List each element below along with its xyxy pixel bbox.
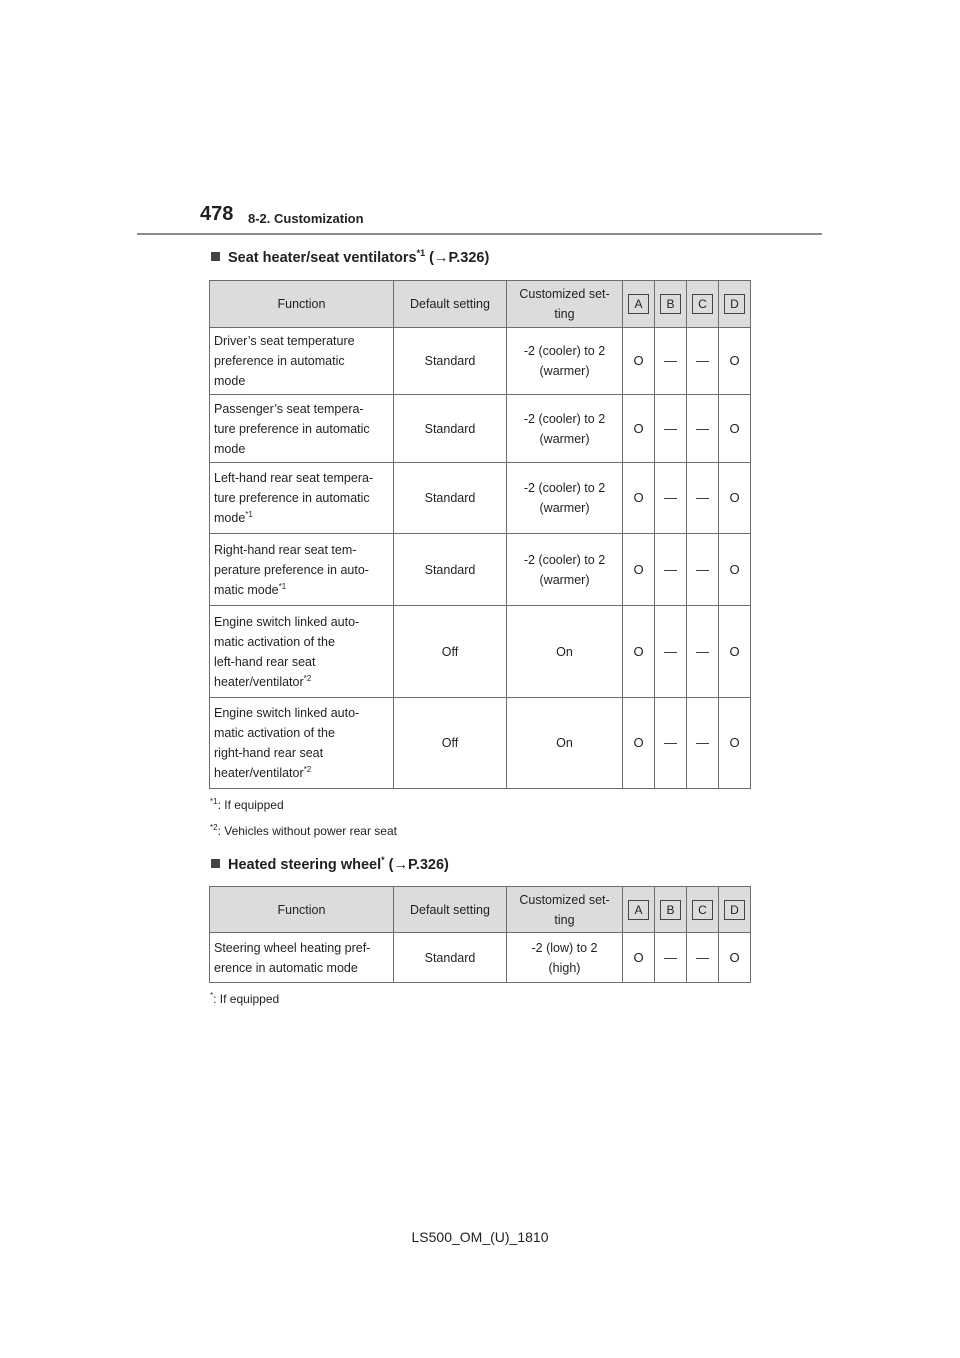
function-cell: Right-hand rear seat tem- perature preference in auto- matic mode$^{*1}$ — [210, 534, 394, 606]
col-customized: Customized set- ting — [507, 281, 623, 328]
method-a-cell: O — [623, 328, 655, 395]
table-row — [210, 698, 751, 789]
letter-a-box: A — [628, 900, 649, 920]
default-setting-cell: Off — [394, 698, 507, 789]
method-c-cell: — — [687, 534, 719, 606]
col-a — [623, 887, 655, 933]
letter-c-box: C — [692, 294, 713, 314]
letter-c-box: C — [692, 900, 713, 920]
default-setting-cell: Standard — [394, 463, 507, 534]
method-a-cell: O — [623, 463, 655, 534]
method-c-cell: — — [687, 463, 719, 534]
function-cell: Left-hand rear seat tempera- ture preference in automatic mode$^{*1}$ — [210, 463, 394, 534]
section-title: 8-2. Customization — [248, 211, 364, 226]
table-row — [210, 933, 751, 983]
document-code: LS500_OM_(U)_1810 — [411, 1229, 549, 1245]
default-setting-cell: Standard — [394, 933, 507, 983]
page-number: 478 — [200, 203, 234, 225]
page-header — [200, 203, 822, 233]
square-bullet-icon — [211, 859, 220, 868]
method-d-cell: O — [719, 395, 751, 463]
letter-a-box: A — [628, 294, 649, 314]
method-c-cell: — — [687, 395, 719, 463]
method-b-cell: — — [655, 698, 687, 789]
letter-b-box: B — [660, 900, 681, 920]
customized-setting-cell: -2 (cooler) to 2 (warmer) — [507, 328, 623, 395]
col-default: Default setting — [394, 281, 507, 328]
letter-b-box: B — [660, 294, 681, 314]
table-header-row — [210, 281, 751, 328]
default-setting-cell: Standard — [394, 534, 507, 606]
col-c — [687, 281, 719, 328]
method-b-cell: — — [655, 606, 687, 698]
method-a-cell: O — [623, 606, 655, 698]
square-bullet-icon — [211, 252, 220, 261]
method-d-cell: O — [719, 606, 751, 698]
function-cell: Passenger’s seat tempera- ture preference in automatic mode — [210, 395, 394, 463]
method-d-cell: O — [719, 463, 751, 534]
steering-wheel-table — [209, 886, 751, 983]
col-b — [655, 887, 687, 933]
method-a-cell: O — [623, 933, 655, 983]
function-cell: Driver’s seat temperature preference in automatic mode — [210, 328, 394, 395]
method-a-cell: O — [623, 534, 655, 606]
method-d-cell: O — [719, 933, 751, 983]
method-b-cell: — — [655, 463, 687, 534]
customized-setting-cell: -2 (low) to 2 (high) — [507, 933, 623, 983]
letter-d-box: D — [724, 900, 745, 920]
method-d-cell: O — [719, 328, 751, 395]
col-default: Default setting — [394, 887, 507, 933]
customized-setting-cell: On — [507, 698, 623, 789]
method-b-cell: — — [655, 534, 687, 606]
header-rule — [137, 233, 822, 235]
col-customized: Customized set- ting — [507, 887, 623, 933]
customized-setting-cell: -2 (cooler) to 2 (warmer) — [507, 534, 623, 606]
col-function: Function — [210, 887, 394, 933]
footnote-3: *: If equipped — [210, 991, 280, 1006]
col-d — [719, 887, 751, 933]
method-d-cell: O — [719, 698, 751, 789]
table-row — [210, 395, 751, 463]
function-cell: Engine switch linked auto- matic activation of the left-hand rear seat heater/ventilator$^{*2}$ — [210, 606, 394, 698]
default-setting-cell: Standard — [394, 395, 507, 463]
customized-setting-cell: On — [507, 606, 623, 698]
table-row — [210, 534, 751, 606]
page-reference[interactable]: (→P.326) — [425, 249, 490, 266]
method-b-cell: — — [655, 933, 687, 983]
method-c-cell: — — [687, 698, 719, 789]
col-d — [719, 281, 751, 328]
seat-heater-table — [209, 280, 751, 789]
col-a — [623, 281, 655, 328]
page-reference[interactable]: (→P.326) — [384, 856, 449, 873]
default-setting-cell: Off — [394, 606, 507, 698]
method-a-cell: O — [623, 698, 655, 789]
col-c — [687, 887, 719, 933]
steering-wheel-heading: Heated steering wheel* (→P.326) — [211, 855, 449, 873]
table-row — [210, 328, 751, 395]
method-a-cell: O — [623, 395, 655, 463]
table-header-row — [210, 887, 751, 933]
method-c-cell: — — [687, 606, 719, 698]
customized-setting-cell: -2 (cooler) to 2 (warmer) — [507, 395, 623, 463]
function-cell: Engine switch linked auto- matic activation of the right-hand rear seat heater/ventilator$^{*2}$ — [210, 698, 394, 789]
letter-d-box: D — [724, 294, 745, 314]
footnote-2: $^{*2}$: Vehicles without power rear seat — [210, 823, 397, 838]
method-c-cell: — — [687, 933, 719, 983]
col-function: Function — [210, 281, 394, 328]
method-b-cell: — — [655, 328, 687, 395]
customized-setting-cell: -2 (cooler) to 2 (warmer) — [507, 463, 623, 534]
method-d-cell: O — [719, 534, 751, 606]
function-cell: Steering wheel heating pref- erence in automatic mode — [210, 933, 394, 983]
footnote-1: $^{*1}$: If equipped — [210, 797, 284, 812]
table-row — [210, 463, 751, 534]
method-b-cell: — — [655, 395, 687, 463]
method-c-cell: — — [687, 328, 719, 395]
seat-heater-heading: Seat heater/seat ventilators$^{*1}$ (→P.326) — [211, 248, 489, 266]
table-row — [210, 606, 751, 698]
default-setting-cell: Standard — [394, 328, 507, 395]
col-b — [655, 281, 687, 328]
